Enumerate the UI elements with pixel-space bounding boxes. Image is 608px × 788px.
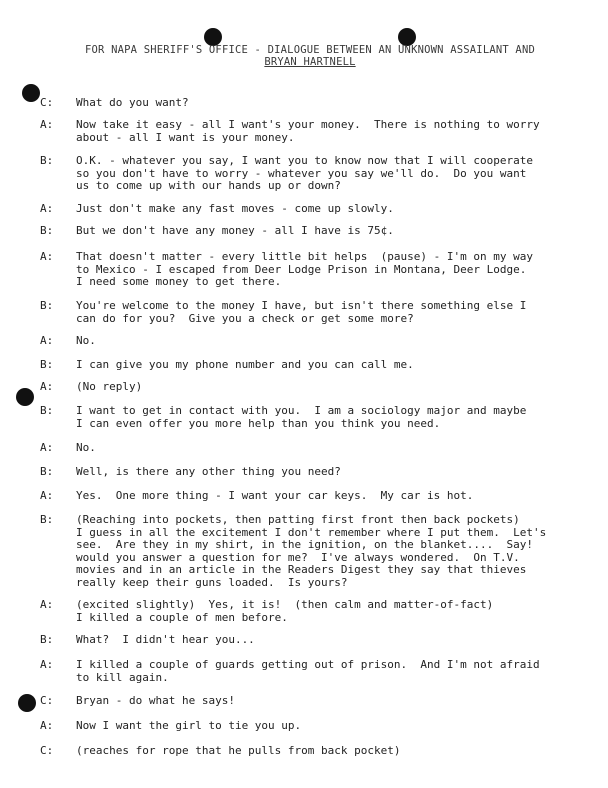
speaker-label: B: bbox=[40, 633, 54, 646]
dialogue-line: But we don't have any money - all I have is 75¢. bbox=[76, 224, 394, 237]
dialogue-line: (reaches for rope that he pulls from back pocket) bbox=[76, 744, 401, 757]
speaker-label: C: bbox=[40, 694, 54, 707]
dialogue-line: Bryan - do what he says! bbox=[76, 694, 235, 707]
dialogue-line: so you don't have to worry - whatever you say we'll do. Do you want bbox=[76, 166, 527, 180]
dialogue-line: really keep their guns loaded. Is yours? bbox=[76, 576, 348, 589]
speaker-label: A: bbox=[40, 202, 54, 215]
dialogue-line: I want to get in contact with you. I am a sociology major and maybe bbox=[76, 404, 527, 417]
dialogue-line: I can even offer you more help than you think you need. bbox=[76, 416, 441, 430]
dialogue-line: I guess in all the excitement I don't remember where I put them. Let's bbox=[76, 525, 547, 539]
speaker-label: A: bbox=[40, 118, 54, 131]
dialogue-line: Just don't make any fast moves - come up slowly. bbox=[76, 202, 394, 215]
speaker-label: C: bbox=[40, 744, 54, 757]
dialogue-line: us to come up with our hands up or down? bbox=[76, 179, 341, 193]
speaker-label: A: bbox=[40, 658, 54, 671]
punch-hole-left-bottom bbox=[18, 694, 36, 712]
dialogue-line: to Mexico - I escaped from Deer Lodge Prison in Montana, Deer Lodge. bbox=[76, 262, 527, 276]
header-line-1: FOR NAPA SHERIFF'S OFFICE - DIALOGUE BETWEEN AN UNKNOWN ASSAILANT AND bbox=[85, 44, 535, 56]
dialogue-line: to kill again. bbox=[76, 670, 169, 684]
dialogue-line: (No reply) bbox=[76, 380, 143, 393]
dialogue-line: (excited slightly) Yes, it is! (then calm and matter-of-fact) bbox=[76, 598, 494, 611]
speaker-label: B: bbox=[40, 404, 54, 417]
speaker-label: A: bbox=[40, 250, 54, 263]
dialogue-line: What do you want? bbox=[76, 96, 189, 109]
dialogue-line: see. Are they in my shirt, in the ignition, on the blanket.... Say! bbox=[76, 538, 533, 552]
speaker-label: B: bbox=[40, 224, 54, 237]
speaker-label: A: bbox=[40, 719, 54, 732]
dialogue-line: No. bbox=[76, 334, 96, 347]
dialogue-line: Now take it easy - all I want's your money. There is nothing to worry bbox=[76, 118, 540, 131]
punch-hole-left-middle bbox=[16, 388, 34, 406]
dialogue-line: Well, is there any other thing you need? bbox=[76, 465, 341, 478]
speaker-label: B: bbox=[40, 358, 54, 371]
speaker-label: A: bbox=[40, 441, 54, 454]
dialogue-line: would you answer a question for me? I've always wondered. On T.V. bbox=[76, 550, 520, 564]
dialogue-line: movies and in an article in the Readers Digest they say that thieves bbox=[76, 563, 527, 577]
dialogue-line: That doesn't matter - every little bit helps (pause) - I'm on my way bbox=[76, 250, 533, 263]
speaker-label: B: bbox=[40, 154, 54, 167]
speaker-label: C: bbox=[40, 96, 54, 109]
header-line-2 bbox=[30, 56, 590, 68]
dialogue-line: You're welcome to the money I have, but isn't there something else I bbox=[76, 299, 527, 312]
dialogue-line: I can give you my phone number and you can call me. bbox=[76, 358, 414, 371]
dialogue-line: I killed a couple of men before. bbox=[76, 610, 288, 624]
speaker-label: B: bbox=[40, 513, 54, 526]
punch-hole-left-top bbox=[22, 84, 40, 102]
speaker-label: A: bbox=[40, 489, 54, 502]
dialogue-line: about - all I want is your money. bbox=[76, 130, 295, 144]
speaker-label: B: bbox=[40, 465, 54, 478]
dialogue-line: What? I didn't hear you... bbox=[76, 633, 255, 646]
dialogue-line: can do for you? Give you a check or get some more? bbox=[76, 311, 414, 325]
dialogue-line: Yes. One more thing - I want your car keys. My car is hot. bbox=[76, 489, 474, 502]
speaker-label: B: bbox=[40, 299, 54, 312]
speaker-label: A: bbox=[40, 334, 54, 347]
dialogue-line: No. bbox=[76, 441, 96, 454]
speaker-label: A: bbox=[40, 380, 54, 393]
dialogue-line: O.K. - whatever you say, I want you to know now that I will cooperate bbox=[76, 154, 533, 167]
dialogue-line: I need some money to get there. bbox=[76, 275, 282, 289]
speaker-label: A: bbox=[40, 598, 54, 611]
header-name: BRYAN HARTNELL bbox=[264, 56, 356, 68]
dialogue-line: I killed a couple of guards getting out of prison. And I'm not afraid bbox=[76, 658, 540, 671]
dialogue-line: (Reaching into pockets, then patting first front then back pockets) bbox=[76, 513, 520, 526]
dialogue-line: Now I want the girl to tie you up. bbox=[76, 719, 302, 732]
